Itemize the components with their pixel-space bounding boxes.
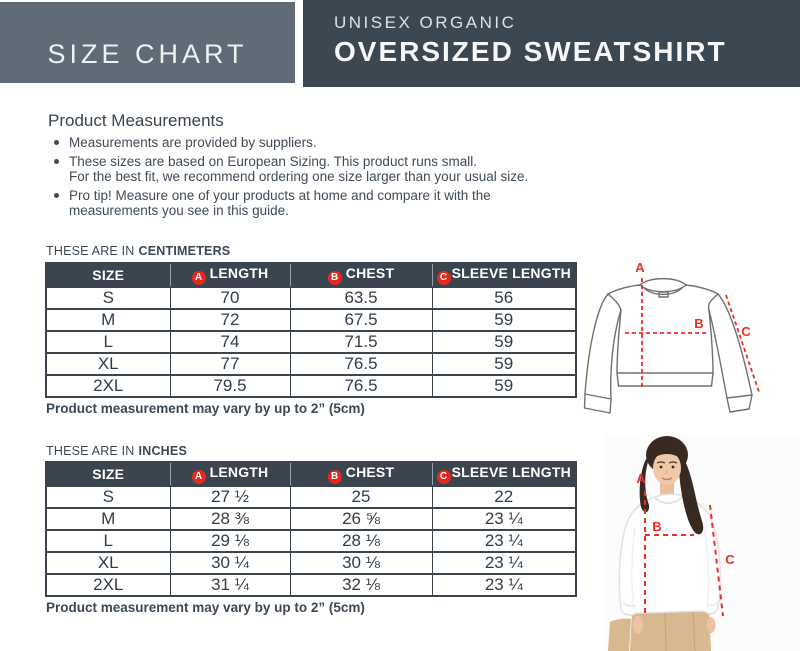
units-label-prefix: THESE ARE IN [46,444,135,458]
units-label-inches [46,444,187,458]
table-row [46,375,576,397]
marker-b-badge: B [328,271,342,285]
model-hand-left [633,616,643,634]
cell-sleeve: 22 [432,486,576,508]
note-line: Measurements are provided by suppliers. [69,135,317,150]
cell-size: XL [46,552,170,574]
column-header-chest: B CHEST [290,263,432,287]
cell-length: 30 ¼ [170,552,290,574]
cell-chest: 25 [290,486,432,508]
table-row [46,508,576,530]
model-hand-right [707,617,716,633]
table-footnote-inches: Product measurement may vary by up to 2” (5cm) [46,600,365,615]
cell-chest: 71.5 [290,331,432,353]
cell-chest: 76.5 [290,353,432,375]
header-product-panel [303,0,800,87]
column-header-sleeve: C SLEEVE LENGTH [432,462,576,486]
product-subtitle: UNISEX ORGANIC [334,13,517,32]
column-header-chest: B CHEST [290,462,432,486]
diagram-label-b: B [694,316,704,331]
cell-sleeve: 23 ¼ [432,574,576,596]
cell-size: M [46,309,170,331]
cell-chest: 28 ⅛ [290,530,432,552]
column-header-size: SIZE [46,263,170,287]
cell-sleeve: 59 [432,353,576,375]
cell-length: 72 [170,309,290,331]
header-row [46,263,576,287]
cell-chest: 67.5 [290,309,432,331]
marker-c-badge: C [437,271,451,285]
note-item [48,188,593,219]
sweatshirt-diagram [583,248,795,430]
diagram-label-c: C [741,324,751,339]
cell-sleeve: 23 ¼ [432,530,576,552]
note-line: For the best fit, we recommend ordering one size larger than your usual size. [69,169,529,184]
table-row [46,552,576,574]
cell-length: 74 [170,331,290,353]
cell-size: L [46,331,170,353]
cell-chest: 32 ⅛ [290,574,432,596]
table-footnote-cm: Product measurement may vary by up to 2” (5cm) [46,401,365,416]
cell-size: M [46,508,170,530]
cell-sleeve: 59 [432,309,576,331]
marker-a-badge: A [192,271,206,285]
note-item [48,154,593,185]
photo-label-b: B [652,519,662,534]
table-row [46,287,576,309]
sleeve-line-c [726,295,759,392]
header-size-chart-panel [0,2,295,83]
table-row [46,353,576,375]
note-line: measurements you see in this guide. [69,203,289,218]
note-line: These sizes are based on European Sizing. This product runs small. [69,153,477,169]
units-label-cm [46,244,230,258]
column-header-sleeve: C SLEEVE LENGTH [432,263,576,287]
bullet-icon [54,140,59,145]
cell-sleeve: 59 [432,331,576,353]
marker-a-badge: A [192,470,206,484]
cell-chest: 76.5 [290,375,432,397]
size-table-inches-wrap [45,461,577,597]
cell-length: 70 [170,287,290,309]
table-row [46,574,576,596]
diagram-label-a: A [635,260,645,275]
cell-sleeve: 56 [432,287,576,309]
bullet-icon [54,193,59,198]
table-row [46,530,576,552]
cell-size: S [46,287,170,309]
size-chart-title: SIZE CHART [47,39,248,69]
cell-chest: 63.5 [290,287,432,309]
cell-length: 27 ½ [170,486,290,508]
cell-length: 77 [170,353,290,375]
column-header-length: A LENGTH [170,462,290,486]
units-label-unit: CENTIMETERS [138,244,231,258]
column-header-size: SIZE [46,462,170,486]
table-row [46,486,576,508]
model-sweatshirt [619,494,720,615]
cell-chest: 30 ⅛ [290,552,432,574]
cell-size: S [46,486,170,508]
photo-label-a: A [636,471,646,486]
cell-size: XL [46,353,170,375]
cell-size: 2XL [46,375,170,397]
note-item [48,135,593,151]
section-heading: Product Measurements [48,111,224,130]
cell-size: L [46,530,170,552]
cell-sleeve: 23 ¼ [432,508,576,530]
cell-length: 29 ⅛ [170,530,290,552]
photo-label-c: C [725,552,735,567]
cell-sleeve: 23 ¼ [432,552,576,574]
model-photo [605,435,800,651]
units-label-prefix: THESE ARE IN [46,244,135,258]
size-table-centimeters-wrap [45,262,577,398]
marker-c-badge: C [437,470,451,484]
note-line: Pro tip! Measure one of your products at home and compare it with the [69,187,491,203]
size-table-inches [45,461,577,597]
column-header-length: A LENGTH [170,263,290,287]
cell-sleeve: 59 [432,375,576,397]
bullet-icon [54,159,59,164]
table-row [46,309,576,331]
header-row [46,462,576,486]
marker-b-badge: B [328,470,342,484]
cell-length: 79.5 [170,375,290,397]
measurement-notes [48,135,593,222]
cell-size: 2XL [46,574,170,596]
cell-chest: 26 ⅝ [290,508,432,530]
size-table-centimeters [45,262,577,398]
cell-length: 28 ⅜ [170,508,290,530]
table-row [46,331,576,353]
product-title: OVERSIZED SWEATSHIRT [334,36,727,67]
cell-length: 31 ¼ [170,574,290,596]
units-label-unit: INCHES [138,444,187,458]
